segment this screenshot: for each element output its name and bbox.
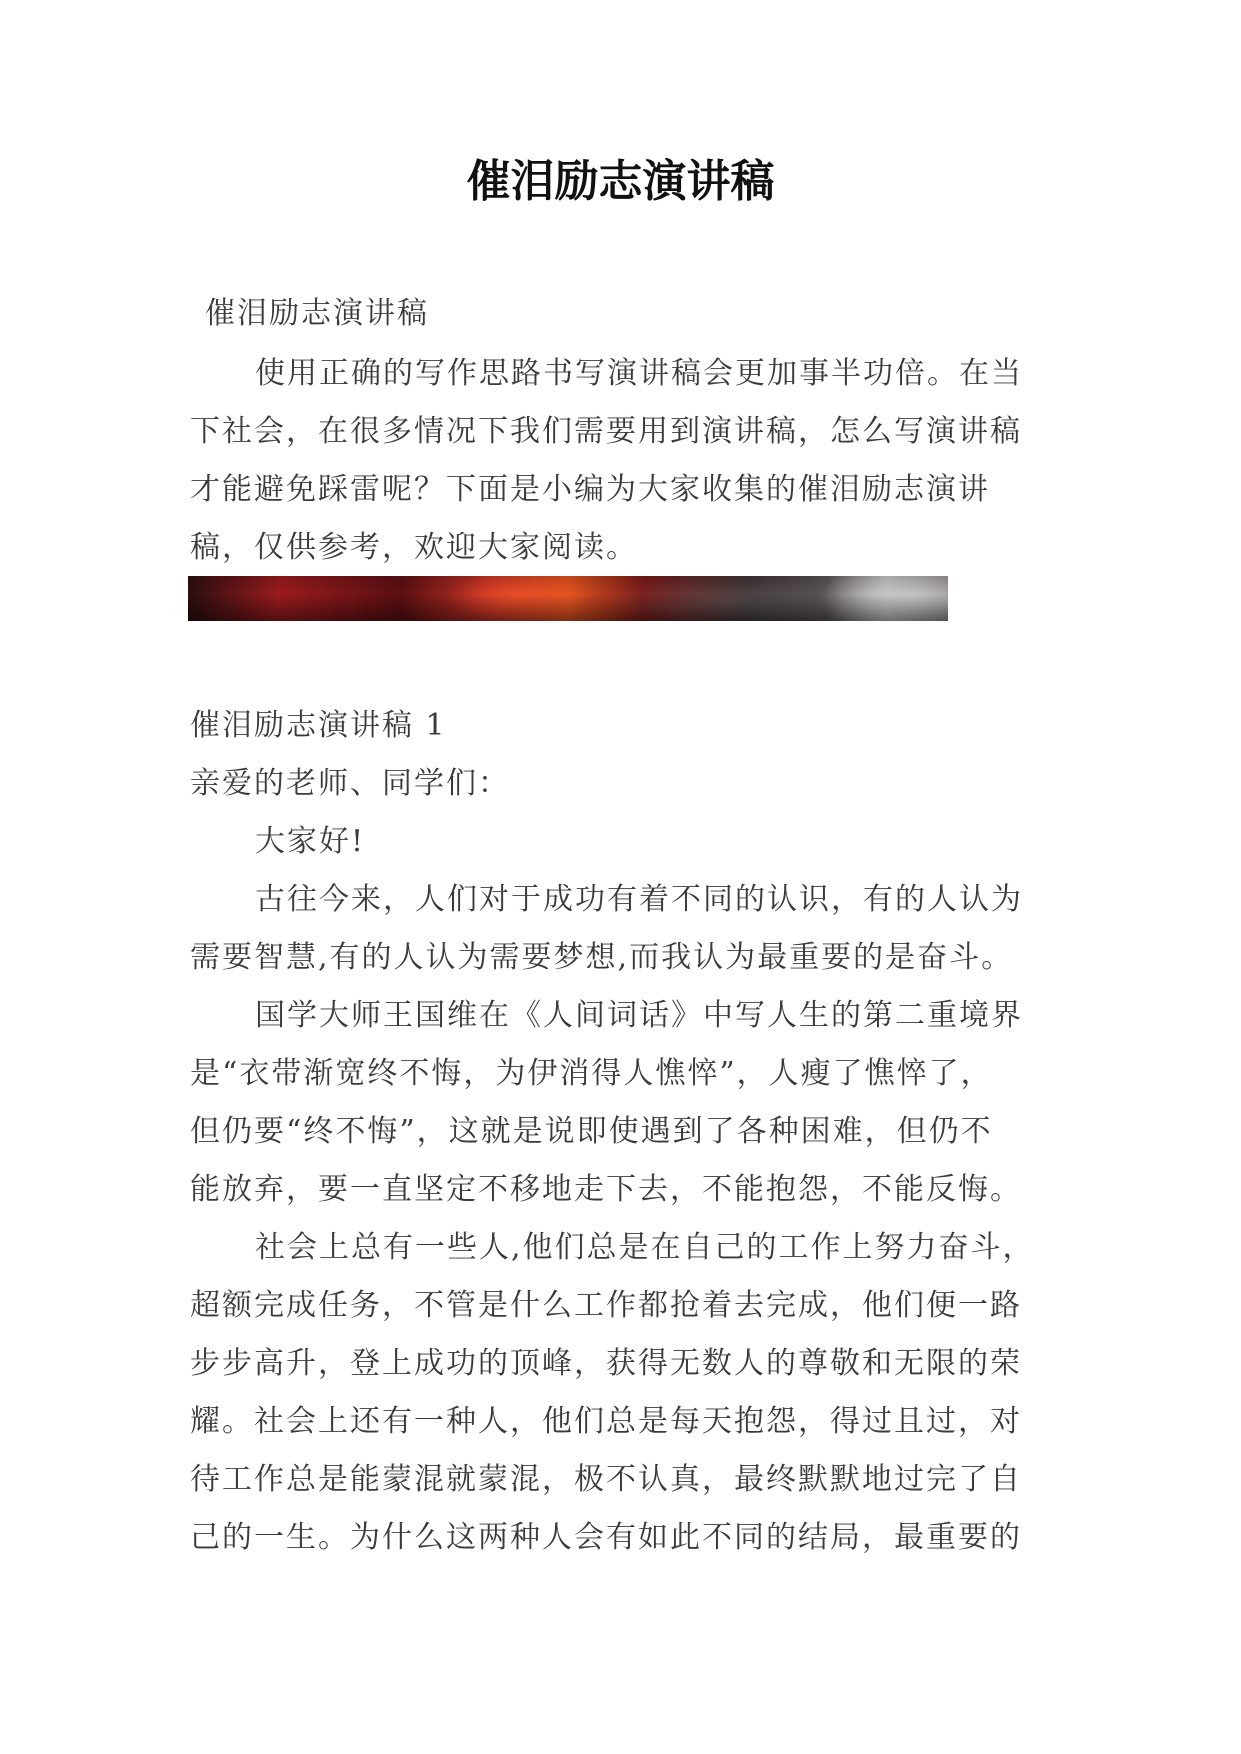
paragraph-line: 国学大师王国维在《人间词话》中写人生的第二重境界 — [255, 998, 1023, 1033]
paragraph-line: 社会上总有一些人,他们总是在自己的工作上努力奋斗， — [255, 1230, 1035, 1265]
document-subtitle: 催泪励志演讲稿 — [205, 296, 429, 331]
paragraph-line: 步步高升，登上成功的顶峰，获得无数人的尊敬和无限的荣 — [190, 1346, 1022, 1381]
paragraph-line: 超额完成任务，不管是什么工作都抢着去完成，他们便一路 — [190, 1288, 1022, 1323]
section-heading: 催泪励志演讲稿 1 — [190, 708, 447, 743]
banner-shade — [188, 576, 948, 621]
paragraph-line: 待工作总是能蒙混就蒙混，极不认真，最终默默地过完了自 — [190, 1462, 1022, 1497]
intro-line: 才能避免踩雷呢？下面是小编为大家收集的催泪励志演讲 — [190, 472, 990, 507]
paragraph-line: 但仍要“终不悔”，这就是说即使遇到了各种困难，但仍不 — [190, 1114, 993, 1149]
banner-image — [188, 576, 948, 621]
paragraph-line: 古往今来，人们对于成功有着不同的认识，有的人认为 — [255, 882, 1023, 917]
paragraph-line: 己的一生。为什么这两种人会有如此不同的结局，最重要的 — [190, 1520, 1022, 1555]
intro-line: 使用正确的写作思路书写演讲稿会更加事半功倍。在当 — [255, 356, 1023, 391]
salutation: 亲爱的老师、同学们： — [190, 766, 510, 801]
paragraph-line: 耀。社会上还有一种人，他们总是每天抱怨，得过且过，对 — [190, 1404, 1022, 1439]
paragraph-line: 需要智慧,有的人认为需要梦想,而我认为最重要的是奋斗。 — [190, 940, 1014, 975]
paragraph-line: 是“衣带渐宽终不悔，为伊消得人憔悴”，人瘦了憔悴了， — [190, 1056, 993, 1091]
paragraph-line: 能放弃，要一直坚定不移地走下去，不能抱怨，不能反悔。 — [190, 1172, 1022, 1207]
intro-line: 下社会，在很多情况下我们需要用到演讲稿，怎么写演讲稿 — [190, 414, 1022, 449]
greeting: 大家好! — [255, 824, 366, 859]
intro-line: 稿，仅供参考，欢迎大家阅读。 — [190, 530, 638, 565]
document-title: 催泪励志演讲稿 — [466, 156, 775, 207]
